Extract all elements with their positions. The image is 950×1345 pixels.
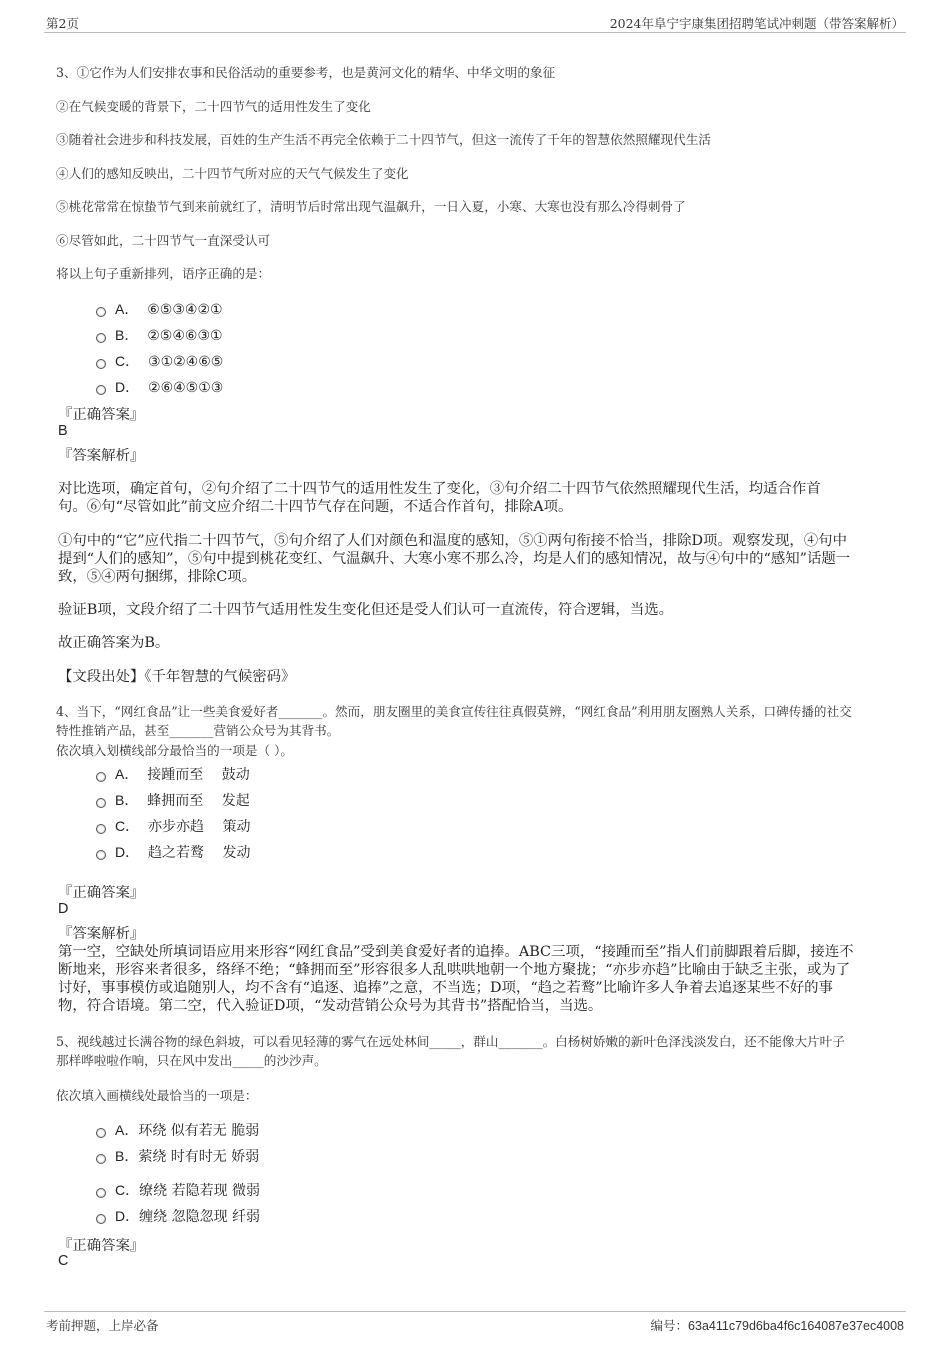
q3-line-4: ④人们的感知反映出，二十四节气所对应的天气气候发生了变化	[56, 166, 409, 181]
q5-prompt: 依次填入画横线处最恰当的一项是：	[56, 1088, 258, 1103]
radio-icon[interactable]	[96, 850, 106, 860]
q4-line-1: 4、当下，“网红食品”让一些美食爱好者_______。然而，朋友圈里的美食宣传往往真假莫辨，“网红食品”利用朋友圈熟人关系，口碑传播的社交	[56, 704, 852, 719]
q3-line-5: ⑤桃花常常在惊蛰节气到来前就红了，清明节后时常出现气温飙升，一日入夏，小寒、大寒也没有那么冷得刺骨了	[56, 199, 686, 214]
radio-icon[interactable]	[96, 1188, 106, 1198]
footer-slogan: 考前押题，上岸必备	[46, 1318, 159, 1333]
q3-line-2: ②在气候变暖的背景下，二十四节气的适用性发生了变化	[56, 99, 371, 114]
q4-analysis-line-2: 断地来，形容来者很多，络绎不绝；“蜂拥而至”形容很多人乱哄哄地朝一个地方聚拢；“亦步亦趋”比喻由于缺乏主张，或为了	[58, 962, 851, 978]
q5-line-1: 5、视线越过长满谷物的绿色斜坡，可以看见轻薄的雾气在远处林间_____，群山_______。白杨树娇嫩的新叶色泽浅淡发白，还不能像大片叶子	[56, 1034, 845, 1049]
radio-icon[interactable]	[96, 333, 106, 343]
footer-code: 编号：63a411c79d6ba4f6c164087e37ec4008	[650, 1318, 904, 1333]
q4-answer: D	[58, 901, 69, 917]
q5-option-d[interactable]: D．缠绕 忽隐忽现 纤弱	[96, 1206, 260, 1224]
q3-analysis-label: 『答案解析』	[58, 448, 145, 464]
q3-line-3: ③随着社会进步和科技发展，百姓的生产生活不再完全依赖于二十四节气，但这一流传了千年的智慧依然照耀现代生活	[56, 132, 711, 147]
q3-line-6: ⑥尽管如此，二十四节气一直深受认可	[56, 233, 271, 248]
q5-option-b[interactable]: B．萦绕 时有时无 娇弱	[96, 1146, 259, 1164]
q4-analysis-line-4: 物，符合语境。第二空，代入验证D项，“发动营销公众号为其背书”搭配恰当，当选。	[58, 998, 603, 1014]
q5-answer-label: 『正确答案』	[58, 1238, 145, 1254]
radio-icon[interactable]	[96, 1128, 106, 1138]
radio-icon[interactable]	[96, 359, 106, 369]
q4-analysis-label: 『答案解析』	[58, 926, 145, 942]
q4-line-2: 特性推销产品，甚至_______营销公众号为其背书。	[56, 723, 340, 738]
radio-icon[interactable]	[96, 1154, 106, 1164]
q5-answer: C	[58, 1253, 69, 1269]
page-number: 第2页	[46, 16, 79, 31]
q3-analysis-line-4: 提到“人们的感知”，⑤句中提到桃花变红、气温飙升、大寒小寒不那么冷，均是人们的感知情况，故与④句中的“感知”话题一	[58, 551, 851, 567]
radio-icon[interactable]	[96, 798, 106, 808]
radio-icon[interactable]	[96, 385, 106, 395]
q3-option-d[interactable]: D． ②⑥④⑤①③	[96, 377, 223, 395]
radio-icon[interactable]	[96, 772, 106, 782]
q5-option-c[interactable]: C．缭绕 若隐若现 微弱	[96, 1180, 260, 1198]
radio-icon[interactable]	[96, 1214, 106, 1224]
q3-answer: B	[58, 423, 68, 439]
page-header	[44, 14, 906, 33]
q4-option-c[interactable]: C． 亦步亦趋 策动	[96, 816, 250, 834]
q3-analysis-line-5: 致，⑤④两句捆绑，排除C项。	[58, 569, 257, 585]
radio-icon[interactable]	[96, 824, 106, 834]
q4-answer-label: 『正确答案』	[58, 885, 145, 901]
q3-analysis-line-2: 句。⑥句“尽管如此”前文应介绍二十四节气存在问题，不适合作首句，排除A项。	[58, 499, 573, 515]
q4-prompt: 依次填入划横线部分最恰当的一项是（ ）。	[56, 743, 293, 758]
q4-analysis-line-3: 讨好，事事模仿或追随别人，均不含有“追逐、追捧”之意，不当选；D项，“趋之若鹜”比喻许多人争着去追逐某些不好的事	[58, 980, 833, 996]
q3-option-b[interactable]: B． ②⑤④⑥③①	[96, 325, 223, 343]
q4-option-b[interactable]: B． 蜂拥而至 发起	[96, 790, 250, 808]
q4-option-a[interactable]: A． 接踵而至 鼓动	[96, 764, 250, 782]
q3-prompt: 将以上句子重新排列，语序正确的是：	[56, 266, 271, 281]
q4-option-d[interactable]: D． 趋之若鹜 发动	[96, 842, 250, 860]
q5-line-2: 那样哗啦啦作响，只在风中发出_____的沙沙声。	[56, 1053, 327, 1068]
document-title: 2024年阜宁宇康集团招聘笔试冲刺题（带答案解析）	[609, 16, 904, 31]
q3-option-c[interactable]: C． ③①②④⑥⑤	[96, 351, 223, 369]
radio-icon[interactable]	[96, 307, 106, 317]
q3-analysis-line-6: 验证B项，文段介绍了二十四节气适用性发生变化但还是受人们认可一直流传，符合逻辑，当选。	[58, 602, 673, 618]
q3-line-1: 3、①它作为人们安排农事和民俗活动的重要参考，也是黄河文化的精华、中华文明的象征	[56, 65, 556, 80]
q3-answer-label: 『正确答案』	[58, 407, 145, 423]
q3-analysis-line-3: ①句中的“它”应代指二十四节气，⑤句介绍了人们对颜色和温度的感知，⑤①两句衔接不恰当，排除D项。观察发现，④句中	[58, 533, 847, 549]
q3-source: 【文段出处】《千年智慧的气候密码》	[58, 669, 296, 685]
q3-analysis-line-7: 故正确答案为B。	[58, 635, 170, 651]
q5-option-a[interactable]: A．环绕 似有若无 脆弱	[96, 1120, 259, 1138]
page-footer	[44, 1311, 906, 1334]
q3-option-a[interactable]: A． ⑥⑤③④②①	[96, 299, 223, 317]
q4-analysis-line-1: 第一空，空缺处所填词语应用来形容“网红食品”受到美食爱好者的追捧。ABC三项，“接踵而至”指人们前脚跟着后脚，接连不	[58, 944, 854, 960]
q3-analysis-line-1: 对比选项，确定首句，②句介绍了二十四节气的适用性发生了变化，③句介绍二十四节气依然照耀现代生活，均适合作首	[58, 481, 821, 497]
